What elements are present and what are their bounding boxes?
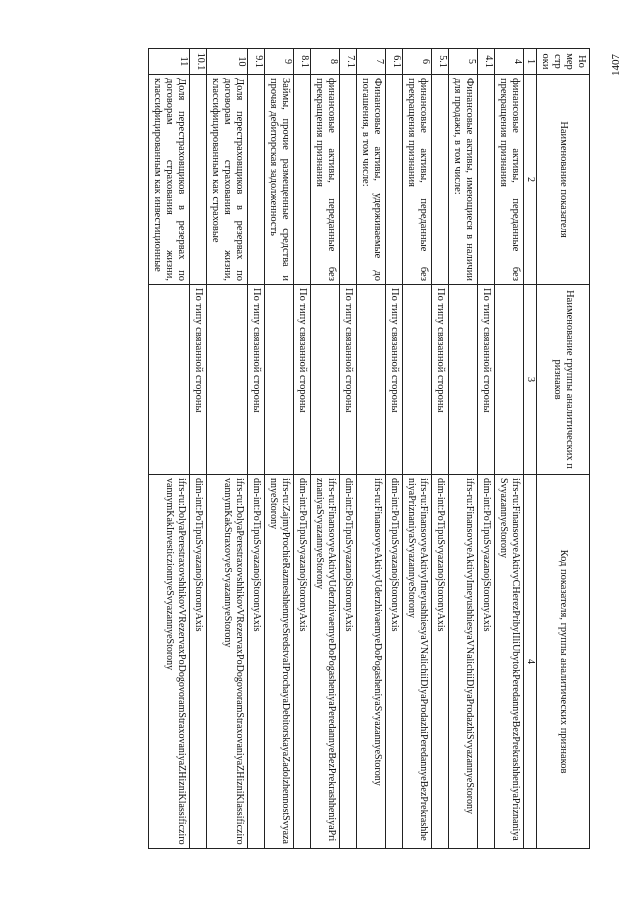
indicator-name-cell: финансовые активы, переданные без прекращения признания xyxy=(495,75,524,285)
table-row xyxy=(340,49,357,849)
table-row xyxy=(190,49,207,849)
indicator-name-cell: финансовые активы, переданные без прекращения признания xyxy=(403,75,432,285)
group-name-cell xyxy=(207,285,248,475)
table-row xyxy=(403,49,432,849)
table-body xyxy=(149,49,524,849)
table-row xyxy=(207,49,248,849)
indicator-code-cell: ifrs-ru:DolyaPerestraxovshhikovVRezervaxPoDogovoramStraxovaniyaZHizniKlassificzirovannymKakStraxovyeSvyazannyeStorony xyxy=(207,475,248,849)
indicator-name-cell: Финансовые активы, имеющиеся в наличии для продажи, в том числе: xyxy=(449,75,478,285)
table-row xyxy=(357,49,386,849)
group-name-cell: По типу связанной стороны xyxy=(432,285,449,475)
column-number: 4 xyxy=(524,475,537,849)
page-number: 1407 xyxy=(610,54,622,76)
table-row xyxy=(432,49,449,849)
row-number-cell: 5 xyxy=(449,49,478,75)
indicator-code-cell: ifrs-ru:DolyaPerestraxovshhikovVRezervaxPoDogovoramStraxovaniyaZHizniKlassificzirovannymKakInvesticzionnyeSvyazannyeStorony xyxy=(149,475,190,849)
indicator-name-cell xyxy=(432,75,449,285)
header-indicator-name: Наименование показателя xyxy=(537,75,590,285)
group-name-cell: По типу связанной стороны xyxy=(340,285,357,475)
table-row xyxy=(495,49,524,849)
row-number-cell: 5.1 xyxy=(432,49,449,75)
row-number-cell: 9.1 xyxy=(248,49,265,75)
indicator-name-cell: Доля перестраховщиков в резервах по договорам страхования жизни, классифицированным как инвестиционные xyxy=(149,75,190,285)
indicator-code-cell: ifrs-ru:FinansovyeAktivyImeyushhiesyaVNalichiiDlyaProdazhiPeredannyeBezPrekrashheniyaPriznaniyaSvyazannyeStorony xyxy=(403,475,432,849)
table-row xyxy=(248,49,265,849)
indicator-code-cell: ifrs-ru:FinansovyeAktivyImeyushhiesyaVNalichiiDlyaProdazhiSvyazannyeStorony xyxy=(449,475,478,849)
row-number-cell: 4.1 xyxy=(478,49,495,75)
table-row xyxy=(478,49,495,849)
indicator-code-cell: dim-int:PoTipuSvyazanojStoronyAxis xyxy=(432,475,449,849)
row-number-cell: 6.1 xyxy=(386,49,403,75)
indicator-code-cell: dim-int:PoTipuSvyazanojStoronyAxis xyxy=(478,475,495,849)
row-number-cell: 11 xyxy=(149,49,190,75)
header-row xyxy=(537,49,590,849)
indicator-code-cell: ifrs-ru:FinansovyeAktivyCHerezPribyIIliUbytokPeredannyeBezPrekrashheniyaPriznaniyaSvyazannyeStorony xyxy=(495,475,524,849)
indicator-code-cell: ifrs-ru:FinansovyeAktivyUderzhivaemyeDoPogasheniyaPeredannyeBezPrekrashheniyaPriznaniyaSvyazannyeStorony xyxy=(311,475,340,849)
row-number-cell: 4 xyxy=(495,49,524,75)
row-number-cell: 8.1 xyxy=(294,49,311,75)
indicator-table xyxy=(148,48,590,849)
group-name-cell xyxy=(357,285,386,475)
header-code: Код показателя, группы аналитических признаков xyxy=(537,475,590,849)
row-number-cell: 7.1 xyxy=(340,49,357,75)
row-number-cell: 7 xyxy=(357,49,386,75)
header-group-name: Наименование группы аналитических признаков xyxy=(537,285,590,475)
indicator-name-cell xyxy=(248,75,265,285)
column-number: 3 xyxy=(524,285,537,475)
group-name-cell: По типу связанной стороны xyxy=(294,285,311,475)
column-number-row xyxy=(524,49,537,849)
indicator-code-cell: dim-int:PoTipuSvyazanojStoronyAxis xyxy=(340,475,357,849)
group-name-cell: По типу связанной стороны xyxy=(478,285,495,475)
row-number-cell: 10.1 xyxy=(190,49,207,75)
indicator-name-cell xyxy=(190,75,207,285)
indicator-name-cell xyxy=(294,75,311,285)
table-row xyxy=(294,49,311,849)
group-name-cell xyxy=(265,285,294,475)
group-name-cell xyxy=(311,285,340,475)
indicator-code-cell: dim-int:PoTipuSvyazanojStoronyAxis xyxy=(248,475,265,849)
indicator-code-cell: dim-int:PoTipuSvyazanojStoronyAxis xyxy=(294,475,311,849)
indicator-name-cell: Займы, прочие размещенные средства и прочая дебиторская задолженность xyxy=(265,75,294,285)
indicator-name-cell: Финансовые активы, удерживаемые до погашения, в том числе: xyxy=(357,75,386,285)
indicator-code-cell: dim-int:PoTipuSvyazanojStoronyAxis xyxy=(386,475,403,849)
rotated-page xyxy=(70,48,590,848)
table-row xyxy=(311,49,340,849)
indicator-name-cell xyxy=(386,75,403,285)
group-name-cell xyxy=(449,285,478,475)
indicator-code-cell: dim-int:PoTipuSvyazanojStoronyAxis xyxy=(190,475,207,849)
indicator-name-cell xyxy=(478,75,495,285)
table-row xyxy=(449,49,478,849)
table-row xyxy=(386,49,403,849)
indicator-code-cell: ifrs-ru:ZajmyProchieRazmeshhennyeSredstvaIProchayaDebitorskayaZadolzhennostSvyazannyeStorony xyxy=(265,475,294,849)
group-name-cell xyxy=(403,285,432,475)
column-number: 1 xyxy=(524,49,537,75)
group-name-cell: По типу связанной стороны xyxy=(190,285,207,475)
table-row xyxy=(149,49,190,849)
row-number-cell: 8 xyxy=(311,49,340,75)
group-name-cell: По типу связанной стороны xyxy=(386,285,403,475)
group-name-cell xyxy=(149,285,190,475)
indicator-code-cell: ifrs-ru:FinansovyeAktivyUderzhivaemyeDoPogasheniyaSvyazannyeStorony xyxy=(357,475,386,849)
indicator-name-cell: Доля перестраховщиков в резервах по договорам страхования жизни, классифицированным как страховые xyxy=(207,75,248,285)
indicator-name-cell: финансовые активы, переданные без прекращения признания xyxy=(311,75,340,285)
group-name-cell xyxy=(495,285,524,475)
row-number-cell: 9 xyxy=(265,49,294,75)
column-number: 2 xyxy=(524,75,537,285)
group-name-cell: По типу связанной стороны xyxy=(248,285,265,475)
indicator-name-cell xyxy=(340,75,357,285)
table-row xyxy=(265,49,294,849)
row-number-cell: 10 xyxy=(207,49,248,75)
header-row-number: Номер строки xyxy=(537,49,590,75)
row-number-cell: 6 xyxy=(403,49,432,75)
